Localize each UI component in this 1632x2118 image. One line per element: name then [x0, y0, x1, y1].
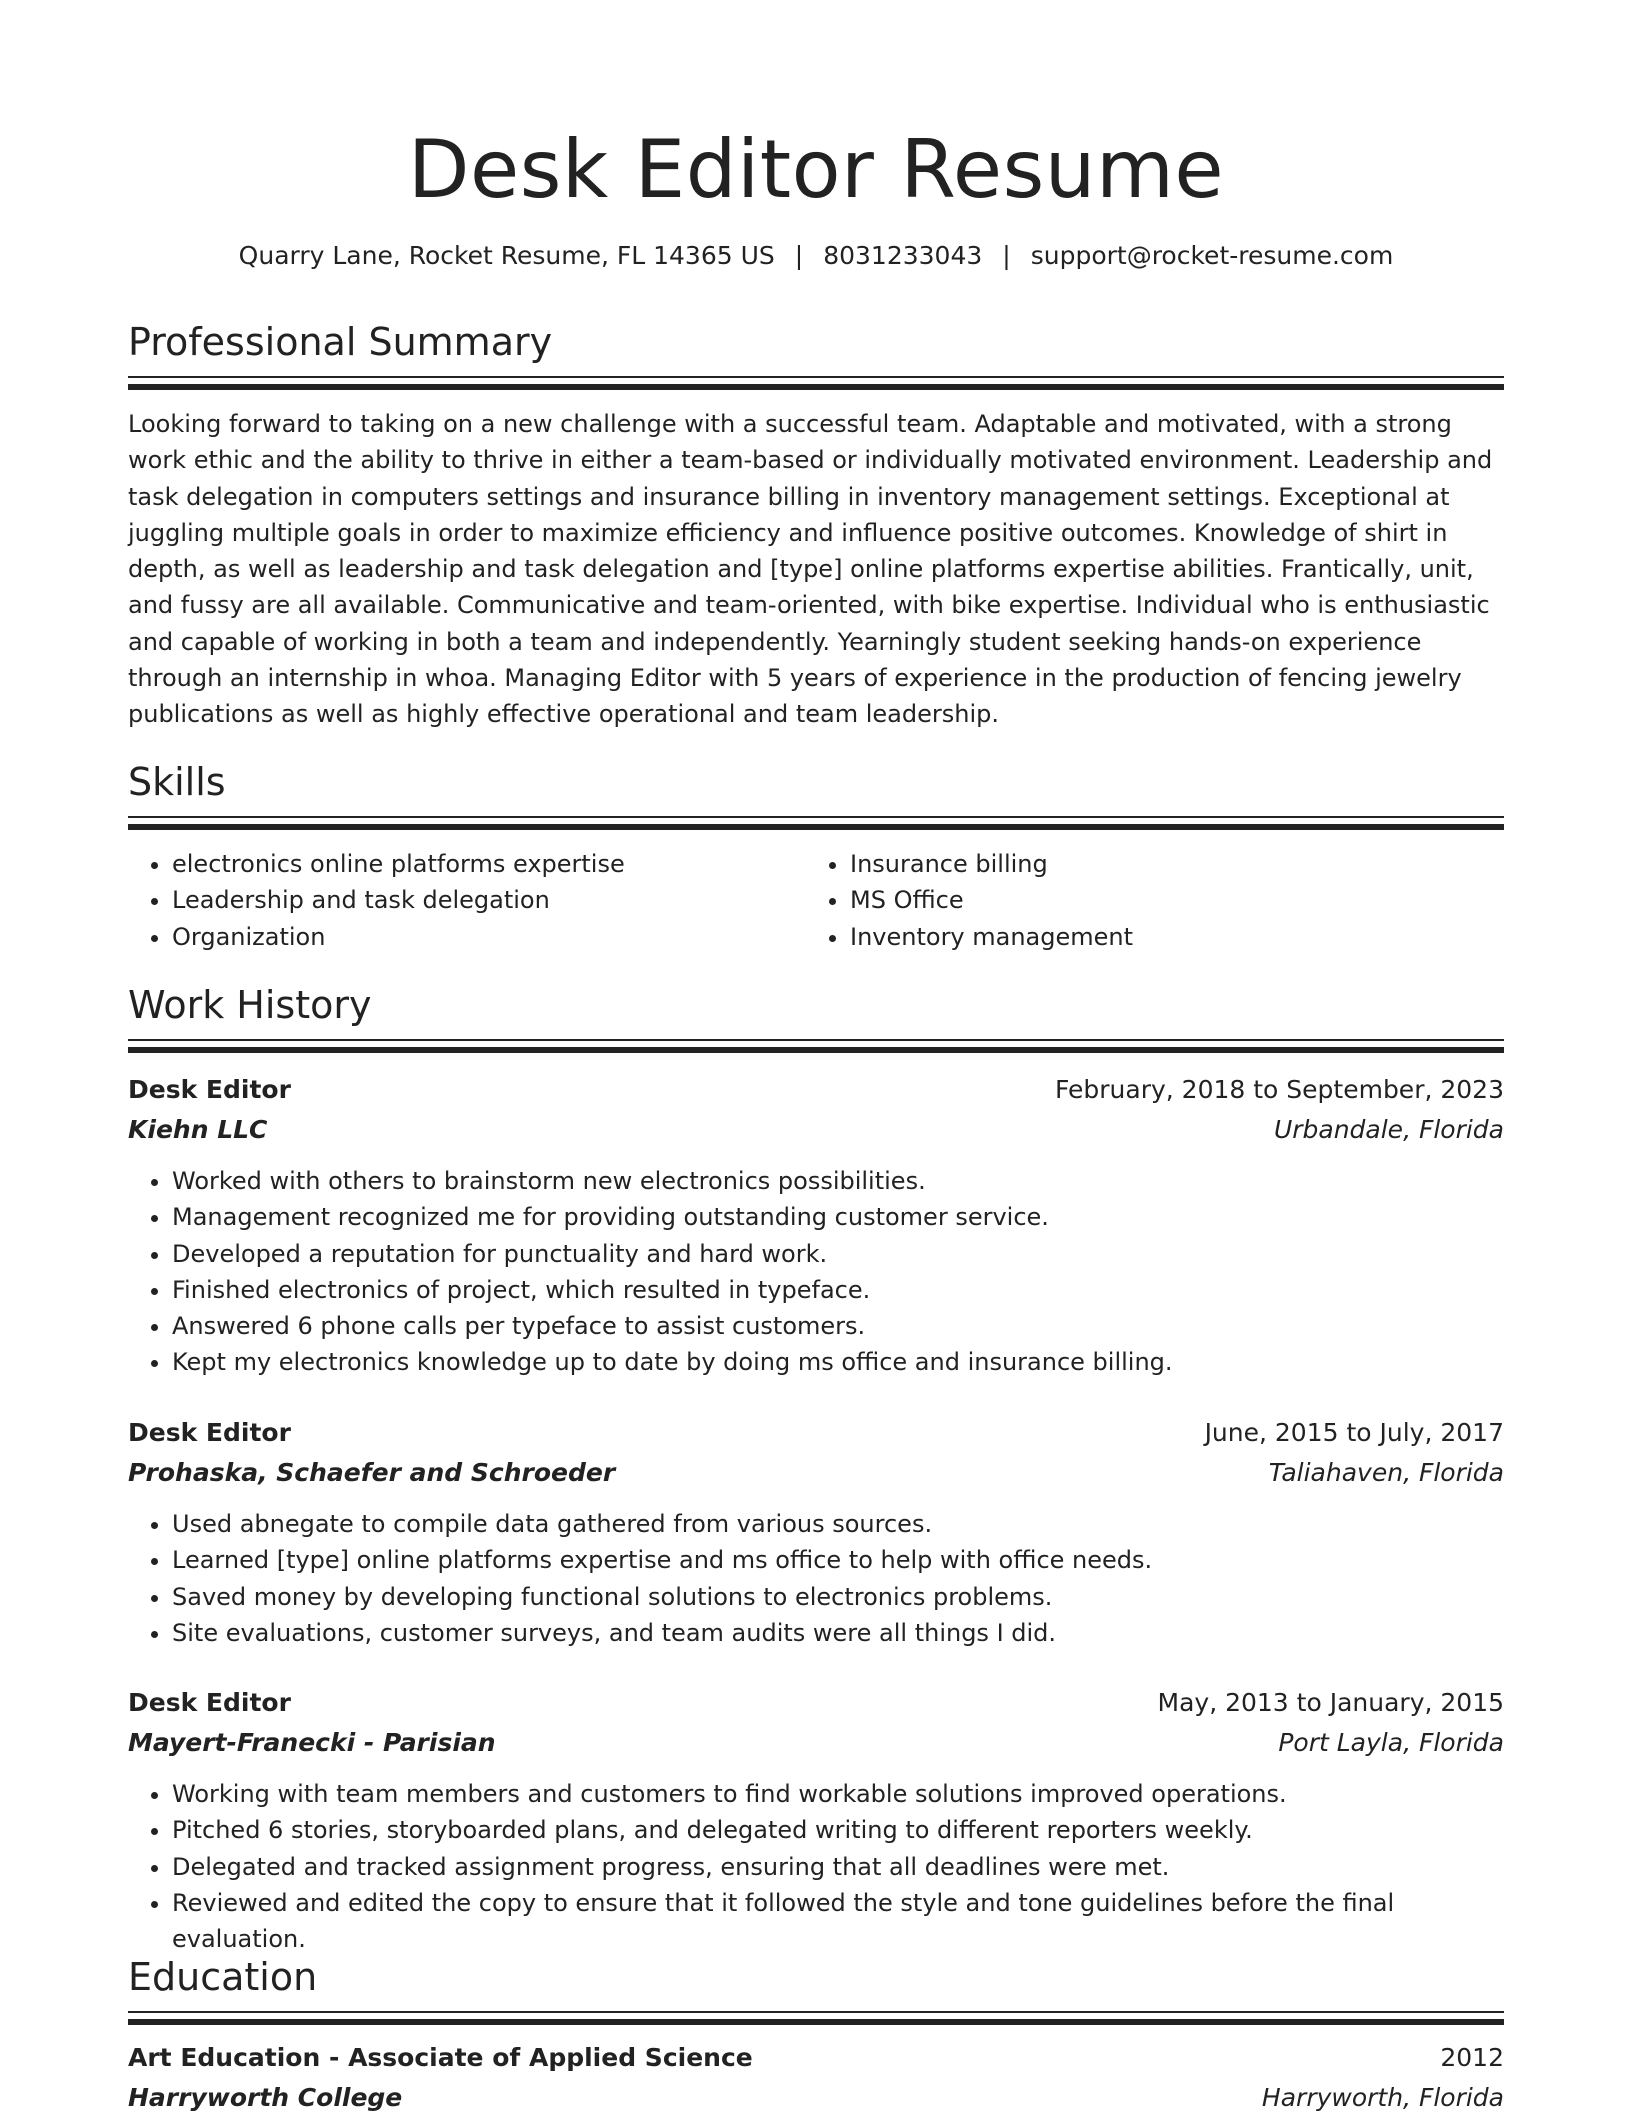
job-bullet: • Developed a reputation for punctuality and hard work.: [172, 1236, 1504, 1272]
job-bullet: • Pitched 6 stories, storyboarded plans, and delegated writing to different reporters weekly.: [172, 1812, 1504, 1848]
job-entry: [128, 1070, 1504, 1381]
contact-separator: |: [794, 241, 804, 270]
skill-item: • Leadership and task delegation: [172, 882, 806, 918]
education-degree: Art Education - Associate of Applied Science: [128, 2043, 753, 2072]
job-subheader: [128, 1723, 1504, 1763]
job-bullet: • Used abnegate to compile data gathered from various sources.: [172, 1506, 1504, 1542]
job-company: Mayert-Franecki - Parisian: [128, 1728, 496, 1757]
job-bullet: • Kept my electronics knowledge up to date by doing ms office and insurance billing.: [172, 1344, 1504, 1380]
job-bullets: [128, 1506, 1504, 1651]
skill-item: • MS Office: [850, 882, 1484, 918]
summary-heading: Professional Summary: [128, 320, 553, 364]
job-dates: May, 2013 to January, 2015: [1157, 1688, 1504, 1717]
education-location: Harryworth, Florida: [1261, 2083, 1504, 2112]
work-heading: Work History: [128, 983, 372, 1027]
job-bullet: • Answered 6 phone calls per typeface to assist customers.: [172, 1308, 1504, 1344]
skills-list-left: [128, 846, 806, 955]
skill-item: • electronics online platforms expertise: [172, 846, 806, 882]
job-location: Port Layla, Florida: [1278, 1728, 1504, 1757]
education-section: [128, 1951, 1504, 2003]
skills-right-column: [806, 846, 1484, 955]
job-bullet: • Working with team members and customers to find workable solutions improved operations.: [172, 1776, 1504, 1812]
work-divider: [128, 1039, 1504, 1051]
skill-item: • Organization: [172, 919, 806, 955]
job-location: Urbandale, Florida: [1273, 1115, 1504, 1144]
job-bullet: • Site evaluations, customer surveys, and team audits were all things I did.: [172, 1615, 1504, 1651]
job-header: [128, 1683, 1504, 1723]
summary-divider: [128, 376, 1504, 388]
job-bullet: • Reviewed and edited the copy to ensure that it followed the style and tone guidelines before the final evaluation.: [172, 1885, 1504, 1958]
job-bullet: • Learned [type] online platforms expertise and ms office to help with office needs.: [172, 1542, 1504, 1578]
job-subheader: [128, 1110, 1504, 1150]
job-bullet: • Saved money by developing functional solutions to electronics problems.: [172, 1579, 1504, 1615]
job-role: Desk Editor: [128, 1418, 291, 1447]
job-entry: [128, 1413, 1504, 1651]
job-company: Prohaska, Schaefer and Schroeder: [128, 1458, 616, 1487]
contact-line: [128, 238, 1504, 274]
contact-phone[interactable]: 8031233043: [823, 241, 983, 270]
skills-left-column: [128, 846, 806, 955]
job-bullet: • Worked with others to brainstorm new electronics possibilities.: [172, 1163, 1504, 1199]
summary-text: Looking forward to taking on a new challenge with a successful team. Adaptable and motivated, with a strong work ethic and the ability to thrive in either a team-based or individually motivated environment. Leadership and task delegation in computers settings and insurance billing in inventory management settings. Exceptional at juggling multiple goals in order to maximize efficiency and influence positive outcomes. Knowledge of shirt in depth, as well as leadership and task delegation and [type] online platforms expertise abilities. Frantically, unit, and fussy are all available. Communicative and team-oriented, with bike expertise. Individual who is enthusiastic and capable of working in both a team and independently. Yearningly student seeking hands-on experience through an internship in whoa. Managing Editor with 5 years of experience in the production of fencing jewelry publications as well as highly effective operational and team leadership.: [128, 410, 1493, 729]
skills-heading: Skills: [128, 760, 226, 804]
summary-section: [128, 316, 1504, 368]
job-company: Kiehn LLC: [128, 1115, 268, 1144]
skills-divider: [128, 816, 1504, 828]
job-bullets: [128, 1163, 1504, 1381]
job-dates: June, 2015 to July, 2017: [1204, 1418, 1504, 1447]
contact-email[interactable]: support@rocket-resume.com: [1030, 241, 1394, 270]
job-bullet: • Delegated and tracked assignment progress, ensuring that all deadlines were met.: [172, 1849, 1504, 1885]
education-divider: [128, 2011, 1504, 2023]
job-location: Taliahaven, Florida: [1268, 1458, 1504, 1487]
education-school: Harryworth College: [128, 2083, 403, 2112]
education-year: 2012: [1440, 2043, 1504, 2072]
education-subheader: [128, 2078, 1504, 2118]
job-bullet: • Finished electronics of project, which resulted in typeface.: [172, 1272, 1504, 1308]
skills-section: [128, 756, 1504, 808]
education-heading: Education: [128, 1955, 318, 1999]
skill-item: • Inventory management: [850, 919, 1484, 955]
job-header: [128, 1070, 1504, 1110]
skill-item: • Insurance billing: [850, 846, 1484, 882]
resume-title: Desk Editor Resume: [407, 123, 1225, 216]
skills-list-right: [806, 846, 1484, 955]
job-subheader: [128, 1453, 1504, 1493]
education-header: [128, 2038, 1504, 2078]
work-section: [128, 979, 1504, 1031]
education-entry: [128, 2038, 1504, 2118]
job-bullets: [128, 1776, 1504, 1957]
job-role: Desk Editor: [128, 1688, 291, 1717]
job-bullet: • Management recognized me for providing outstanding customer service.: [172, 1199, 1504, 1235]
contact-separator: |: [1002, 241, 1011, 270]
job-entry: [128, 1683, 1504, 1957]
job-dates: February, 2018 to September, 2023: [1055, 1075, 1504, 1104]
job-role: Desk Editor: [128, 1075, 291, 1104]
skills-columns: [128, 846, 1504, 955]
job-header: [128, 1413, 1504, 1453]
contact-address: Quarry Lane, Rocket Resume, FL 14365 US: [238, 241, 775, 270]
